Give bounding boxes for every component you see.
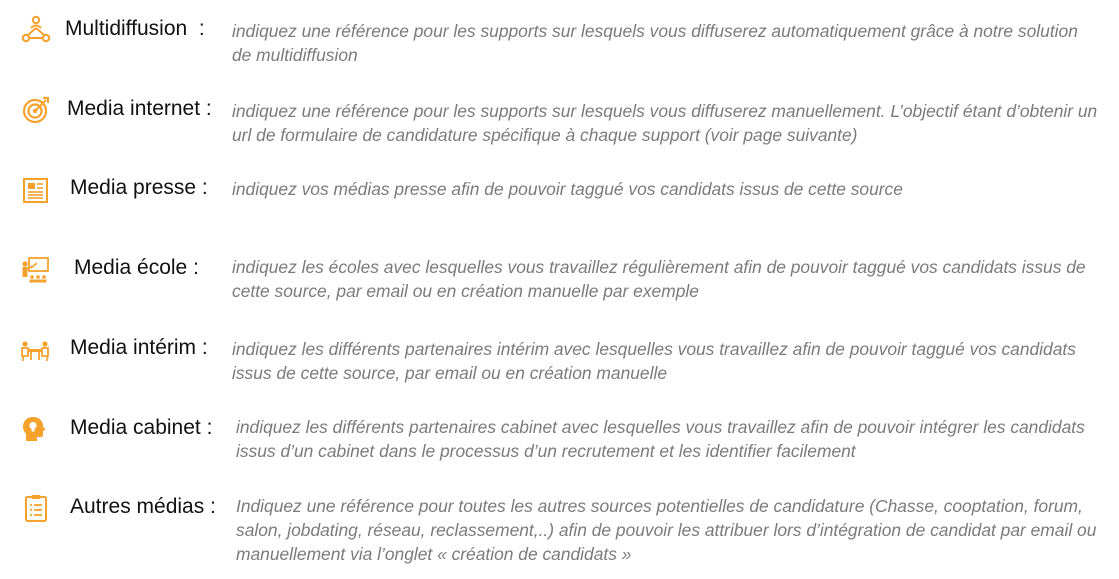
item-description: indiquez les différents partenaires cabinet avec lesquelles vous travaillez afin de pouvoir intégrer les candidats issus d’un cabinet dans le processus d’un recrutement et les identifier facilement <box>236 417 1085 461</box>
item-description: indiquez les différents partenaires intérim avec lesquelles vous travaillez afin de pouvoir taggué vos candidats issus de cette source, par email ou en création manuelle <box>232 339 1076 383</box>
item-description: indiquez les écoles avec lesquelles vous travaillez régulièrement afin de pouvoir taggué vos candidats issus de cette source, par email ou en création manuelle par exemple <box>232 257 1086 301</box>
clipboard-icon <box>21 493 51 523</box>
item-label: Media intérim : <box>70 336 208 359</box>
network-user-icon <box>21 14 51 44</box>
target-icon <box>21 95 51 125</box>
item-label: Media presse : <box>70 176 208 199</box>
item-description: indiquez vos médias presse afin de pouvoir taggué vos candidats issus de cette source <box>232 179 903 199</box>
head-idea-icon <box>20 414 50 444</box>
item-label: Autres médias : <box>70 495 216 518</box>
classroom-icon <box>20 255 50 285</box>
item-label: Media internet : <box>67 97 212 120</box>
item-label: Media cabinet : <box>70 416 213 439</box>
item-label: Media école : <box>74 256 199 279</box>
item-description: indiquez une référence pour les supports sur lesquels vous diffuserez manuellement. L’objectif étant d’obtenir un url de formulaire de candidature spécifique à chaque support (voir page suivante) <box>232 101 1098 145</box>
item-label: Multidiffusion : <box>65 17 205 40</box>
item-description: indiquez une référence pour les supports sur lesquels vous diffuserez automatiquement grâce à notre solution de multidiffusion <box>232 21 1078 65</box>
meeting-table-icon <box>20 334 50 364</box>
newspaper-icon <box>21 175 51 205</box>
item-description: Indiquez une référence pour toutes les autres sources potentielles de candidature (Chasse, cooptation, forum, salon, jobdating, réseau, reclassement,..) afin de pouvoir les attribuer lors d’intégration de candidat par email ou manuellement via l’onglet « création de candidats » <box>236 496 1097 564</box>
